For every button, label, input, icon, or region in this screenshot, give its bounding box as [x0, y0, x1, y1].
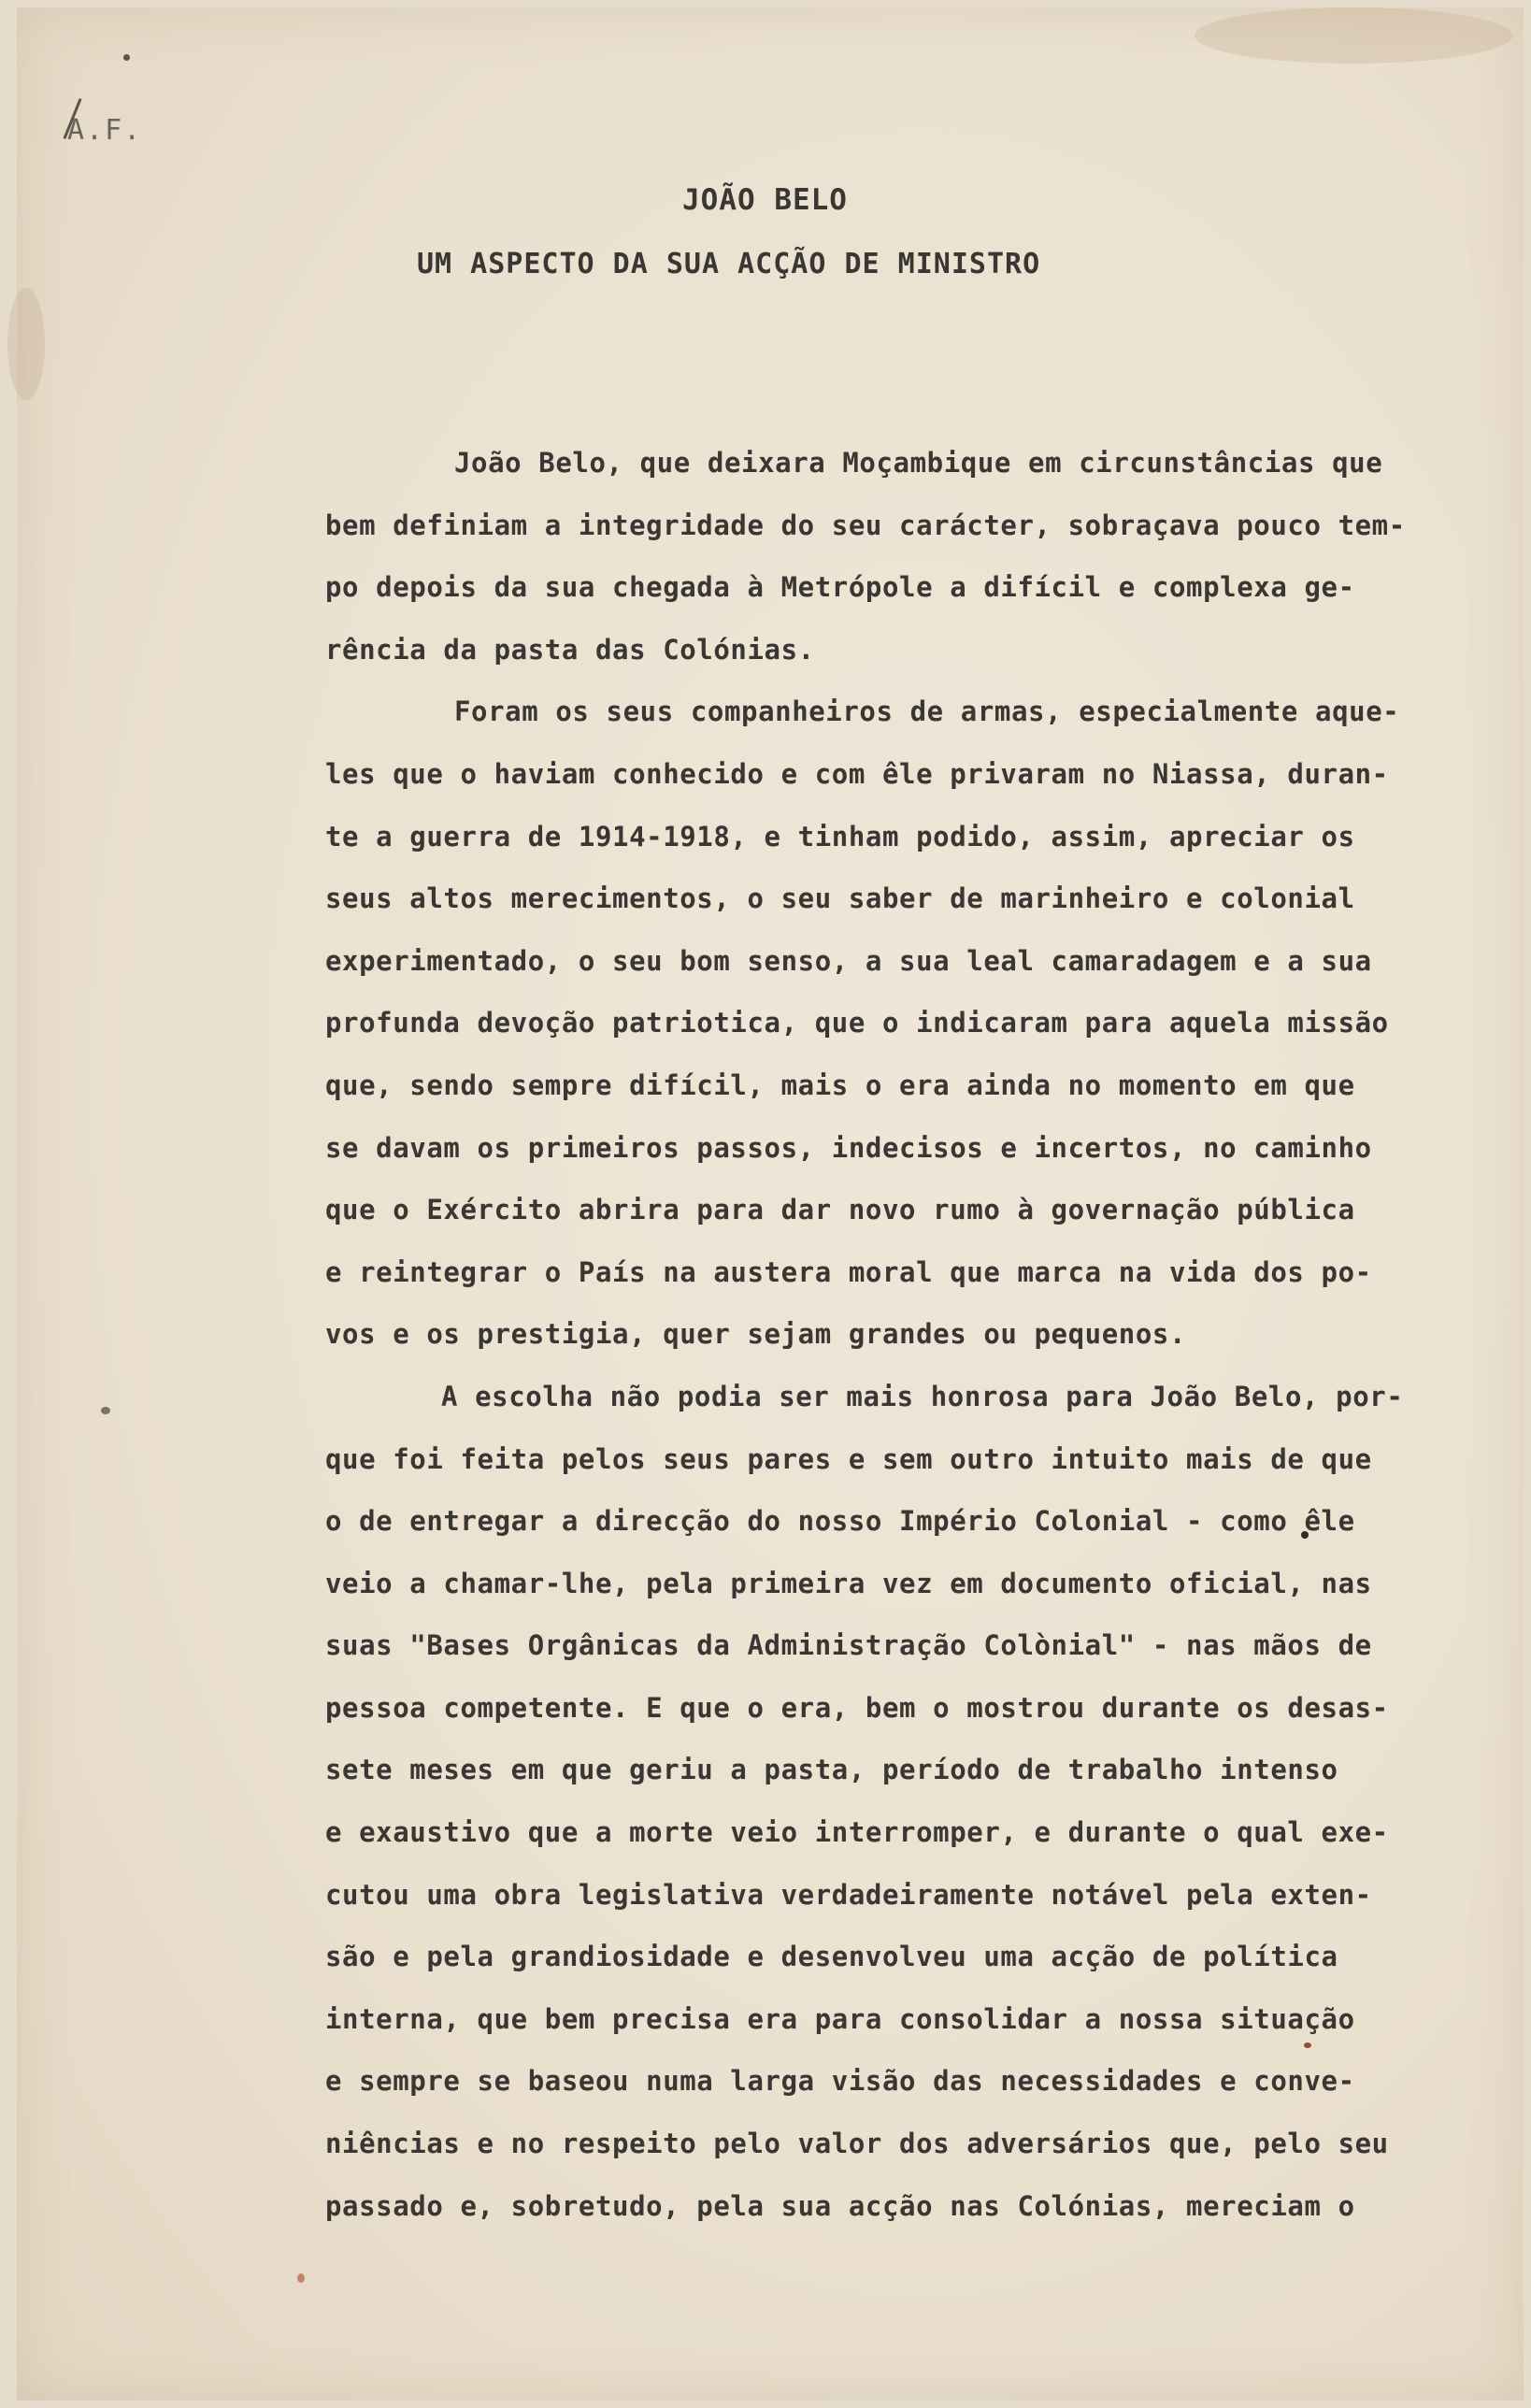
text-line: que o Exército abrira para dar novo rumo à governação pública — [325, 1194, 1355, 1226]
text-line: te a guerra de 1914-1918, e tinham podido, assim, apreciar os — [325, 820, 1355, 853]
document-title: JOÃO BELO — [682, 183, 848, 217]
text-line: veio a chamar-lhe, pela primeira vez em documento oficial, nas — [325, 1567, 1372, 1599]
document-subtitle: UM ASPECTO DA SUA ACÇÃO DE MINISTRO — [417, 248, 1041, 280]
text-line: que foi feita pelos seus pares e sem outro intuito mais de que — [325, 1442, 1372, 1475]
text-line: que, sendo sempre difícil, mais o era ainda no momento em que — [325, 1068, 1355, 1101]
ink-dot — [101, 1407, 110, 1414]
text-line: bem definiam a integridade do seu carácter, sobraçava pouco tem- — [325, 509, 1406, 541]
text-line: po depois da sua chegada à Metrópole a difícil e complexa ge- — [325, 571, 1355, 604]
text-line: e reintegrar o País na austera moral que marca na vida dos po- — [325, 1255, 1372, 1288]
text-line: e exaustivo que a morte veio interromper, e durante o qual exe- — [325, 1816, 1389, 1849]
text-line: suas "Bases Orgânicas da Administração Colònial" - nas mãos de — [325, 1629, 1372, 1662]
text-line: niências e no respeito pelo valor dos adversários que, pelo seu — [325, 2128, 1389, 2160]
text-line: são e pela grandiosidade e desenvolveu uma acção de política — [325, 1941, 1338, 1973]
text-line: vos e os prestigia, quer sejam grandes ou pequenos. — [325, 1318, 1187, 1351]
paper-stain — [1195, 7, 1512, 64]
text-line: rência da pasta das Colónias. — [325, 633, 815, 666]
paper-stain — [7, 288, 45, 400]
text-line: pessoa competente. E que o era, bem o mostrou durante os desas- — [325, 1691, 1389, 1724]
text-line: Foram os seus companheiros de armas, especialmente aque- — [454, 695, 1400, 728]
text-line: cutou uma obra legislativa verdadeiramente notável pela exten- — [325, 1878, 1372, 1911]
text-line: e sempre se baseou numa larga visão das necessidades e conve- — [325, 2065, 1355, 2098]
document-body — [325, 432, 1505, 2237]
text-line: se davam os primeiros passos, indecisos e incertos, no caminho — [325, 1131, 1372, 1164]
text-line: passado e, sobretudo, pela sua acção nas Colónias, mereciam o — [325, 2189, 1355, 2222]
text-line: João Belo, que deixara Moçambique em circunstâncias que — [454, 447, 1383, 479]
ink-dot — [297, 2273, 305, 2283]
text-line: sete meses em que geriu a pasta, período de trabalho intenso — [325, 1754, 1338, 1786]
text-line: interna, que bem precisa era para consolidar a nossa situação — [325, 2002, 1355, 2035]
text-line: o de entregar a direcção do nosso Império Colonial - como êle — [325, 1505, 1355, 1538]
header-mark: A.F. — [67, 114, 143, 147]
text-line: seus altos merecimentos, o seu saber de marinheiro e colonial — [325, 882, 1355, 915]
text-line: A escolha não podia ser mais honrosa para João Belo, por- — [441, 1380, 1404, 1412]
ink-dot — [123, 54, 130, 61]
text-line: profunda devoção patriotica, que o indicaram para aquela missão — [325, 1007, 1389, 1039]
text-line: les que o haviam conhecido e com êle privaram no Niassa, duran- — [325, 757, 1389, 790]
text-line: experimentado, o seu bom senso, a sua leal camaradagem e a sua — [325, 944, 1372, 977]
